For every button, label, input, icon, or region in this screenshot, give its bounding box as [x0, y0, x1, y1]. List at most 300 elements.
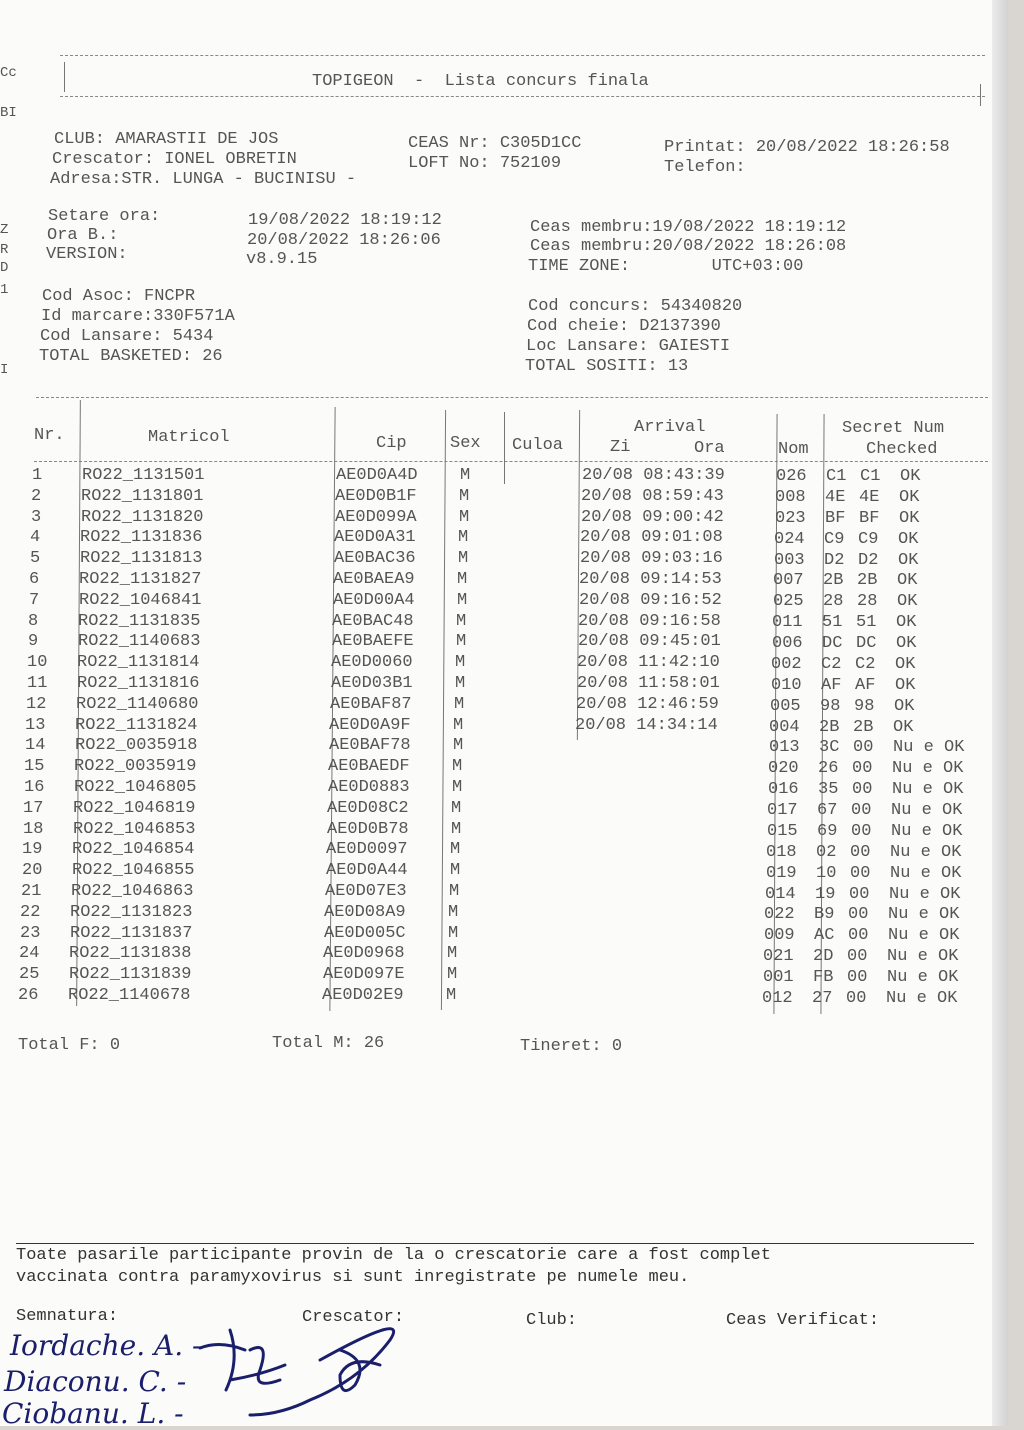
cell-cip: AE0D097E	[323, 965, 405, 985]
cell-secret: BF	[825, 508, 846, 528]
cell-nr: 10	[27, 653, 48, 673]
cell-cip: AE0D0B78	[327, 819, 409, 839]
col-header-nr: Nr.	[34, 426, 65, 445]
cell-num: C1	[860, 467, 881, 486]
table-row	[18, 570, 998, 591]
cell-matricol: RO22_1131838	[69, 944, 192, 964]
table-row	[18, 778, 998, 799]
table-row	[18, 632, 998, 653]
left-edge-fragment: I	[0, 362, 9, 378]
race-field: Id marcare:330F571A	[41, 307, 235, 326]
cell-secret: 26	[818, 759, 839, 779]
cell-cip: AE0D0B1F	[335, 486, 417, 506]
table-row	[18, 508, 998, 529]
cell-num: 2B	[853, 717, 874, 737]
cell-cip: AE0D0A44	[326, 861, 408, 881]
cell-nom: 002	[771, 654, 802, 674]
col-header-sex: Sex	[450, 434, 481, 453]
cell-checked: Nu e OK	[890, 842, 962, 862]
cell-arrival: 20/08 09:03:16	[580, 549, 723, 569]
left-edge-fragment: BI	[0, 105, 17, 121]
cell-checked: Nu e OK	[887, 947, 959, 967]
table-row	[18, 612, 998, 633]
total-m: Total M: 26	[272, 1034, 385, 1053]
left-edge-fragment: Z	[0, 222, 9, 238]
cell-sex: M	[456, 611, 467, 631]
cell-nom: 018	[766, 842, 797, 862]
cell-secret: C2	[821, 654, 842, 674]
cell-matricol: RO22_1131839	[69, 965, 192, 985]
cell-secret: 4E	[825, 487, 846, 507]
cell-cip: AE0BAC48	[332, 611, 414, 631]
race-field: Cod concurs: 54340820	[528, 297, 743, 316]
cell-sex: M	[452, 757, 463, 777]
cell-nr: 13	[25, 715, 46, 735]
cell-cip: AE0D08C2	[327, 798, 409, 818]
cell-secret: C9	[824, 529, 845, 549]
cell-matricol: RO22_1140678	[68, 985, 191, 1005]
table-row	[18, 799, 998, 820]
left-edge-fragment: D	[0, 260, 9, 276]
cell-matricol: RO22_0035918	[75, 736, 198, 756]
cell-sex: M	[457, 590, 468, 610]
cell-num: 00	[846, 988, 867, 1008]
declaration-line-1: Toate pasarile participante provin de la o crescatorie care a fost complet	[16, 1246, 771, 1265]
cell-sex: M	[451, 798, 462, 818]
cell-checked: OK	[896, 613, 917, 633]
cell-nr: 17	[23, 798, 44, 818]
cell-secret: FB	[813, 968, 834, 988]
cell-cip: AE0D0883	[328, 777, 410, 797]
cell-num: 00	[849, 884, 870, 904]
cell-nr: 21	[21, 881, 42, 901]
cell-checked: Nu e OK	[888, 905, 960, 925]
table-header-top-rule	[36, 397, 988, 398]
declaration-line-2: vaccinata contra paramyxovirus si sunt inregistrate pe numele meu.	[16, 1268, 690, 1287]
cell-nr: 26	[18, 985, 39, 1005]
handwritten-name-3: Ciobanu. L. -	[2, 1397, 184, 1430]
cell-checked: Nu e OK	[891, 821, 963, 841]
cell-nr: 11	[27, 673, 48, 693]
cell-nr: 14	[25, 736, 46, 756]
cell-checked: OK	[893, 717, 914, 737]
cell-cip: AE0D00A4	[333, 590, 415, 610]
cell-matricol: RO22_1046819	[73, 798, 196, 818]
club-label: Club:	[526, 1311, 578, 1330]
signature-scribble-icon	[190, 1320, 420, 1426]
title-border-bottom	[60, 96, 985, 97]
left-edge-fragment: Cc	[0, 65, 17, 81]
cell-cip: AE0D0A4D	[336, 466, 418, 485]
pigeon-table	[18, 466, 998, 1007]
cell-matricol: RO22_1131501	[82, 466, 205, 485]
total-f: Total F: 0	[18, 1036, 121, 1055]
cell-nr: 18	[23, 819, 44, 839]
cell-secret: 3C	[819, 738, 840, 758]
left-edge-fragment: R	[0, 242, 9, 258]
cell-sex: M	[448, 902, 459, 922]
cell-num: 00	[850, 842, 871, 862]
table-header-bottom-rule	[34, 461, 988, 462]
cell-nom: 026	[776, 467, 807, 486]
cell-matricol: RO22_0035919	[74, 757, 197, 777]
col-header-nom: Nom	[778, 440, 809, 459]
cell-sex: M	[457, 569, 468, 589]
table-row	[18, 716, 998, 737]
cell-matricol: RO22_1131835	[78, 611, 201, 631]
cell-num: 00	[850, 863, 871, 883]
setting-value: v8.9.15	[246, 250, 318, 269]
table-row	[18, 820, 998, 841]
cell-checked: OK	[894, 696, 915, 716]
cell-cip: AE0D02E9	[322, 985, 404, 1005]
handwritten-name-2: Diaconu. C. -	[4, 1365, 187, 1398]
cell-nr: 25	[19, 965, 40, 985]
table-row	[18, 965, 998, 986]
cell-matricol: RO22_1131823	[70, 902, 193, 922]
cell-nom: 025	[773, 592, 804, 612]
cell-num: C9	[858, 529, 879, 549]
table-row	[18, 986, 998, 1007]
cell-matricol: RO22_1131827	[79, 569, 202, 589]
cell-nom: 010	[771, 675, 802, 695]
cell-num: 00	[852, 759, 873, 779]
address-line: Adresa:STR. LUNGA - BUCINISU -	[50, 170, 357, 189]
cell-nom: 008	[775, 487, 806, 507]
cell-checked: Nu e OK	[886, 988, 958, 1008]
cell-checked: OK	[897, 571, 918, 591]
race-field: Cod cheie: D2137390	[527, 317, 721, 336]
cell-secret: C1	[826, 467, 847, 486]
cell-matricol: RO22_1140680	[76, 694, 199, 714]
cell-num: 51	[856, 613, 877, 633]
cell-sex: M	[455, 653, 466, 673]
cell-nr: 8	[28, 611, 39, 631]
cell-matricol: RO22_1131816	[77, 673, 200, 693]
cell-num: 4E	[859, 487, 880, 507]
cell-arrival: 20/08 09:14:53	[579, 569, 722, 589]
cell-nr: 22	[20, 902, 41, 922]
race-field: Loc Lansare: GAIESTI	[526, 337, 731, 356]
cell-num: 28	[857, 592, 878, 612]
table-row	[18, 840, 998, 861]
cell-num: D2	[858, 550, 879, 570]
cell-arrival: 20/08 08:43:39	[582, 466, 725, 485]
cell-matricol: RO22_1046863	[71, 881, 194, 901]
cell-matricol: RO22_1131814	[77, 653, 200, 673]
cell-nr: 3	[31, 507, 42, 527]
cell-nr: 4	[30, 528, 41, 548]
cell-arrival: 20/08 12:46:59	[576, 694, 719, 714]
race-field: Cod Lansare: 5434	[40, 327, 214, 346]
cell-nr: 6	[29, 569, 40, 589]
cell-sex: M	[452, 777, 463, 797]
cell-checked: Nu e OK	[890, 863, 962, 883]
cell-cip: AE0D005C	[324, 923, 406, 943]
table-row	[18, 549, 998, 570]
cell-arrival: 20/08 09:16:58	[578, 611, 721, 631]
cell-secret: 27	[812, 988, 833, 1008]
cell-cip: AE0D08A9	[324, 902, 406, 922]
member-clock-1: Ceas membru:19/08/2022 18:19:12	[530, 218, 847, 237]
cell-cip: AE0BAF87	[330, 694, 412, 714]
cell-sex: M	[456, 632, 467, 652]
table-row	[18, 466, 998, 487]
cell-checked: Nu e OK	[888, 926, 960, 946]
cell-matricol: RO22_1140683	[78, 632, 201, 652]
cell-matricol: RO22_1046855	[72, 861, 195, 881]
cell-num: 00	[853, 738, 874, 758]
cell-nom: 007	[773, 571, 804, 591]
breeder-line: Crescator: IONEL OBRETIN	[52, 150, 297, 169]
cell-nr: 16	[24, 777, 45, 797]
table-row	[18, 591, 998, 612]
cell-arrival: 20/08 08:59:43	[581, 486, 724, 506]
cell-num: 00	[851, 801, 872, 821]
breeder-label: Crescator:	[302, 1308, 405, 1327]
member-clock-2: Ceas membru:20/08/2022 18:26:08	[530, 237, 847, 256]
cell-matricol: RO22_1046853	[73, 819, 196, 839]
cell-cip: AE0D0097	[326, 840, 408, 860]
cell-sex: M	[447, 965, 458, 985]
clock-verified-label: Ceas Verificat:	[726, 1311, 880, 1330]
col-header-zi: Zi	[610, 438, 631, 457]
cell-nom: 019	[766, 863, 797, 883]
clock-number: CEAS Nr: C305D1CC	[408, 134, 582, 153]
cell-nom: 024	[774, 529, 805, 549]
cell-nom: 017	[767, 801, 798, 821]
cell-sex: M	[446, 985, 457, 1005]
table-row	[18, 653, 998, 674]
cell-num: DC	[856, 634, 877, 653]
table-row	[18, 882, 998, 903]
cell-arrival: 20/08 09:16:52	[579, 590, 722, 610]
table-row	[18, 528, 998, 549]
race-field: TOTAL SOSITI: 13	[525, 357, 689, 376]
cell-nr: 15	[24, 757, 45, 777]
cell-cip: AE0D03B1	[331, 673, 413, 693]
cell-nr: 9	[28, 632, 39, 652]
table-row	[18, 757, 998, 778]
col-header-secret: Secret Num	[842, 419, 945, 438]
time-zone: TIME ZONE: UTC+03:00	[528, 257, 804, 276]
cell-secret: 2D	[813, 947, 834, 967]
cell-matricol: RO22_1131813	[80, 549, 203, 569]
cell-nom: 015	[767, 821, 798, 841]
cell-secret: D2	[824, 550, 845, 570]
cell-secret: AF	[821, 675, 842, 695]
cell-sex: M	[458, 528, 469, 548]
cell-checked: Nu e OK	[891, 801, 963, 821]
cell-cip: AE0D0A31	[334, 528, 416, 548]
cell-sex: M	[451, 819, 462, 839]
cell-sex: M	[458, 549, 469, 569]
page-edge	[992, 0, 1008, 1426]
cell-nom: 023	[775, 508, 806, 528]
table-row	[18, 695, 998, 716]
cell-num: 2B	[857, 571, 878, 591]
cell-checked: Nu e OK	[887, 968, 959, 988]
setting-value: 19/08/2022 18:19:12	[248, 211, 442, 230]
cell-secret: 2B	[819, 717, 840, 737]
cell-num: 98	[854, 696, 875, 716]
cell-secret: 2B	[823, 571, 844, 591]
cell-matricol: RO22_1131801	[81, 486, 204, 506]
cell-nr: 2	[31, 486, 42, 506]
cell-num: 00	[848, 926, 869, 946]
cell-sex: M	[448, 923, 459, 943]
cell-secret: 98	[820, 696, 841, 716]
cell-checked: Nu e OK	[893, 738, 965, 758]
table-row	[18, 487, 998, 508]
cell-nom: 006	[772, 634, 803, 653]
cell-arrival: 20/08 11:58:01	[577, 673, 720, 693]
col-header-culoare: Culoa	[512, 436, 564, 455]
cell-arrival: 20/08 09:45:01	[578, 632, 721, 652]
cell-nom: 014	[765, 884, 796, 904]
title-border-top	[60, 55, 985, 56]
cell-checked: OK	[895, 654, 916, 674]
cell-nom: 016	[768, 780, 799, 800]
cell-matricol: RO22_1131824	[75, 715, 198, 735]
cell-nr: 1	[32, 466, 43, 485]
cell-num: 00	[848, 905, 869, 925]
cell-arrival: 20/08 09:01:08	[580, 528, 723, 548]
table-row	[18, 861, 998, 882]
cell-cip: AE0D0A9F	[329, 715, 411, 735]
setting-value: 20/08/2022 18:26:06	[247, 231, 441, 250]
cell-nom: 003	[774, 550, 805, 570]
setting-label: VERSION:	[46, 245, 128, 264]
setting-label: Setare ora:	[48, 207, 161, 226]
signature-label: Semnatura:	[16, 1307, 119, 1326]
cell-sex: M	[447, 944, 458, 964]
cell-cip: AE0BAEFE	[332, 632, 414, 652]
cell-checked: Nu e OK	[892, 780, 964, 800]
cell-checked: OK	[899, 487, 920, 507]
cell-nom: 009	[764, 926, 795, 946]
cell-cip: AE0D099A	[335, 507, 417, 527]
club-line: CLUB: AMARASTII DE JOS	[54, 130, 279, 149]
cell-nom: 005	[770, 696, 801, 716]
cell-checked: OK	[898, 550, 919, 570]
cell-checked: OK	[898, 529, 919, 549]
table-row	[18, 674, 998, 695]
cell-checked: OK	[896, 634, 917, 653]
cell-num: C2	[855, 654, 876, 674]
title-border-right	[980, 84, 981, 106]
cell-sex: M	[454, 694, 465, 714]
cell-sex: M	[449, 881, 460, 901]
cell-cip: AE0D0968	[323, 944, 405, 964]
cell-num: 00	[852, 780, 873, 800]
col-header-arrival: Arrival	[634, 418, 706, 437]
cell-checked: Nu e OK	[889, 884, 961, 904]
cell-secret: 69	[817, 821, 838, 841]
cell-nom: 011	[772, 613, 803, 633]
col-header-ora: Ora	[694, 439, 725, 458]
col-header-checked: Checked	[866, 440, 938, 459]
col-header-cip: Cip	[376, 434, 407, 453]
loft-number: LOFT No: 752109	[408, 154, 562, 173]
setting-label: Ora B.:	[47, 226, 119, 245]
cell-nom: 001	[763, 968, 794, 988]
cell-matricol: RO22_1046854	[72, 840, 195, 860]
cell-cip: AE0BAC36	[334, 549, 416, 569]
cell-secret: 67	[817, 801, 838, 821]
cell-arrival: 20/08 14:34:14	[575, 715, 718, 735]
cell-checked: Nu e OK	[892, 759, 964, 779]
cell-sex: M	[453, 715, 464, 735]
cell-cip: AE0BAF78	[329, 736, 411, 756]
tineret: Tineret: 0	[520, 1037, 623, 1056]
cell-nr: 5	[30, 549, 41, 569]
cell-nom: 020	[768, 759, 799, 779]
cell-nr: 24	[19, 944, 40, 964]
cell-cip: AE0BAEDF	[328, 757, 410, 777]
cell-cip: AE0D0060	[331, 653, 413, 673]
cell-num: BF	[859, 508, 880, 528]
cell-nom: 013	[769, 738, 800, 758]
cell-nom: 022	[764, 905, 795, 925]
cell-num: 00	[847, 947, 868, 967]
cell-num: 00	[847, 968, 868, 988]
cell-arrival: 20/08 11:42:10	[577, 653, 720, 673]
handwritten-name-1: Iordache. A. -	[10, 1329, 202, 1362]
cell-secret: 35	[818, 780, 839, 800]
race-field: TOTAL BASKETED: 26	[39, 347, 223, 366]
cell-nr: 23	[20, 923, 41, 943]
cell-sex: M	[450, 861, 461, 881]
cell-matricol: RO22_1046841	[79, 590, 202, 610]
cell-matricol: RO22_1046805	[74, 777, 197, 797]
cell-sex: M	[459, 507, 470, 527]
cell-nr: 20	[22, 861, 43, 881]
phone-line: Telefon:	[664, 158, 746, 177]
col-header-matricol: Matricol	[148, 428, 230, 447]
cell-secret: 10	[816, 863, 837, 883]
left-edge-fragment: 1	[0, 282, 9, 298]
title-border-left	[64, 62, 65, 92]
cell-secret: 51	[822, 613, 843, 633]
cell-secret: DC	[822, 634, 843, 653]
cell-secret: AC	[814, 926, 835, 946]
table-row	[18, 903, 998, 924]
cell-checked: OK	[899, 508, 920, 528]
cell-nr: 19	[22, 840, 43, 860]
cell-arrival: 20/08 09:00:42	[581, 507, 724, 527]
table-row	[18, 736, 998, 757]
cell-matricol: RO22_1131820	[81, 507, 204, 527]
cell-sex: M	[455, 673, 466, 693]
cell-sex: M	[450, 840, 461, 860]
race-field: Cod Asoc: FNCPR	[42, 287, 196, 306]
cell-checked: OK	[900, 467, 921, 486]
cell-secret: B9	[814, 905, 835, 925]
cell-sex: M	[453, 736, 464, 756]
report-title: TOPIGEON - Lista concurs finala	[312, 72, 649, 91]
cell-checked: OK	[897, 592, 918, 612]
cell-matricol: RO22_1131837	[70, 923, 193, 943]
cell-secret: 28	[823, 592, 844, 612]
cell-num: 00	[851, 821, 872, 841]
cell-sex: M	[459, 486, 470, 506]
cell-num: AF	[855, 675, 876, 695]
cell-secret: 19	[815, 884, 836, 904]
cell-secret: 02	[816, 842, 837, 862]
cell-nom: 012	[762, 988, 793, 1008]
footer-rule	[16, 1243, 974, 1244]
